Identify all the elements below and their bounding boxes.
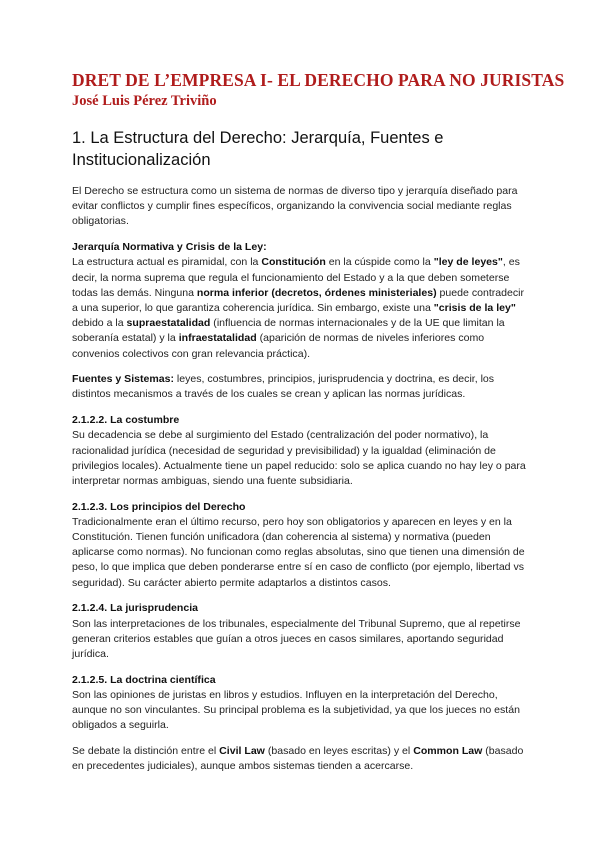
costumbre-section [72, 413, 528, 489]
document-title: DRET DE L’EMPRESA I- EL DERECHO PARA NO JURISTAS [72, 70, 565, 90]
jurisprudencia-text: Son las interpretaciones de los tribunales, especialmente del Tribunal Supremo, que al repetirse generan criterios estables que guían a otros jueces en casos similares, aportando seguridad jurídica. [72, 617, 521, 660]
text-run: puede contradecir a una superior, lo que garantiza coherencia jurídica. Sin embargo, existe una [72, 286, 524, 314]
fuentes-paragraph [72, 372, 528, 402]
text-run: , es decir, la norma suprema que regula el funcionamiento del Estado y a la que deben someterse todas las demás. Ninguna [72, 256, 520, 299]
civil-law-term: Civil Law [219, 745, 265, 757]
bold-term: Constitución [261, 256, 326, 269]
text-run: en la cúspide como la [325, 256, 434, 269]
text-run: (aparición de normas de niveles inferiores como convenios colectivos con gran relevancia práctica). [72, 332, 485, 360]
section-title: 1. La Estructura del Derecho: Jerarquía, Fuentes e Institucionalización [72, 129, 444, 169]
costumbre-text: Su decadencia se debe al surgimiento del Estado (centralización del poder normativo), la racionalidad jurídica (necesidad de seguridad y previsibilidad) y la igualdad (eliminación de privilegios locales). Actualmente tiene un papel reducido: solo se aplica cuando no hay ley o para interpretar normas ambiguas, siendo una fuente subsidiaria. [72, 429, 526, 487]
jurisprudencia-heading: 2.1.2.4. La jurisprudencia [72, 602, 199, 615]
intro-paragraph: El Derecho se estructura como un sistema de normas de diverso tipo y jerarquía diseñado para evitar conflictos y cumplir fines específicos, organizando la convivencia social mediante reglas obligatorias. [72, 185, 518, 228]
principios-text: Tradicionalmente eran el último recurso, pero hoy son obligatorios y aparecen en leyes y en la Constitución. Tienen función unificadora (dan coherencia al sistema) y normativa (pueden aplicarse como normas). No funcionan como reglas absolutas, sino que tienen una dimensión de peso, lo que implica que deben ponderarse entre sí en caso de conflicto (por ejemplo, libertad vs seguridad). Su carácter abierto permite adaptarlos a distintos casos. [72, 515, 525, 589]
doctrina-heading: 2.1.2.5. La doctrina científica [72, 673, 216, 686]
fuentes-label: Fuentes y Sistemas: [72, 373, 174, 386]
bold-term: norma inferior (decretos, órdenes ministeriales) [196, 286, 437, 299]
bold-term: supraestatalidad [126, 317, 211, 330]
bold-term: "crisis de la ley" [433, 301, 516, 314]
common-law-term: Common Law [413, 745, 483, 757]
principios-heading: 2.1.2.3. Los principios del Derecho [72, 500, 246, 513]
text-run: (basado en precedentes judiciales), aunque ambos sistemas tienden a acercarse. [72, 745, 524, 773]
bold-term: "ley de leyes" [433, 256, 503, 269]
text-run: (basado en leyes escritas) y el [264, 745, 414, 757]
text-run: leyes, costumbres, principios, jurisprudencia y doctrina, es decir, los distintos mecanismos a través de los cuales se crean y aplican las normas jurídicas. [72, 373, 495, 401]
doctrina-text: Son las opiniones de juristas en libros y estudios. Influyen en la interpretación del Derecho, aunque no son vinculantes. Su principal problema es la subjetividad, ya que los jueces no están obligados a seguirla. [72, 688, 520, 732]
doctrina-section [72, 673, 528, 734]
text-run: debido a la [72, 317, 127, 330]
jerarquia-paragraph [72, 255, 528, 361]
costumbre-heading: 2.1.2.2. La costumbre [72, 414, 180, 427]
text-run: La estructura actual es piramidal, con la [72, 256, 262, 269]
jerarquia-heading: Jerarquía Normativa y Crisis de la Ley: [72, 241, 267, 254]
bold-term: infraestatalidad [178, 332, 257, 345]
text-run: Se debate la distinción entre el [72, 745, 220, 757]
principios-section [72, 500, 528, 591]
text-run: (influencia de normas internacionales y de la UE que limitan la soberanía estatal) y la [72, 317, 505, 345]
closing-paragraph [72, 744, 528, 774]
jurisprudencia-section [72, 601, 528, 662]
jerarquia-block [72, 240, 528, 362]
document-author: José Luis Pérez Triviño [72, 93, 217, 109]
